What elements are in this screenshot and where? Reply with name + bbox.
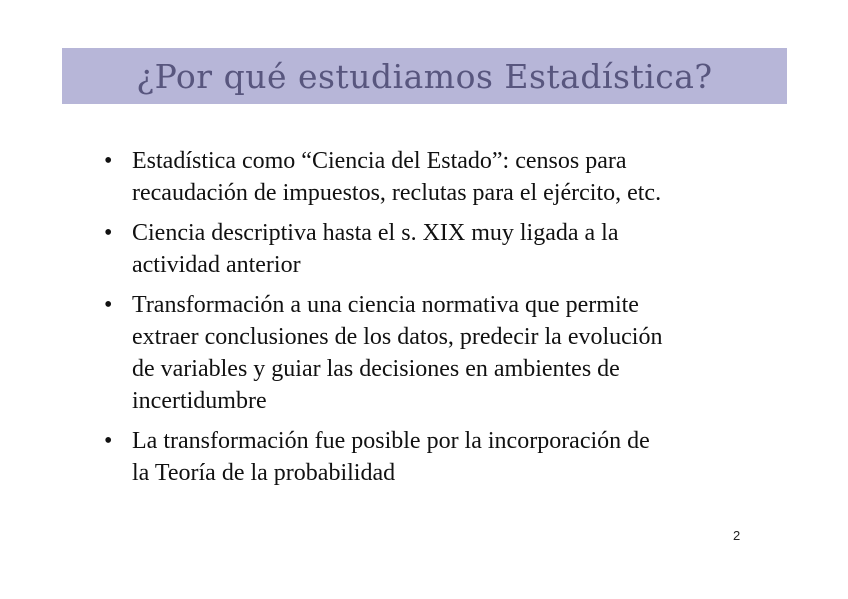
bullet-text [132, 217, 619, 281]
bullet-item [104, 217, 764, 281]
bullet-dot-icon: • [104, 292, 113, 318]
bullet-line: actividad anterior [132, 252, 301, 278]
bullet-line: Estadística como “Ciencia del Estado”: censos para [132, 148, 627, 174]
bullet-line: incertidumbre [132, 388, 267, 414]
bullet-item [104, 289, 764, 417]
title-band [62, 48, 787, 104]
bullet-dot-icon: • [104, 220, 113, 246]
bullet-line: Ciencia descriptiva hasta el s. XIX muy ligada a la [132, 220, 619, 246]
bullet-list [104, 145, 764, 497]
page-number: 2 [733, 528, 741, 543]
bullet-item [104, 145, 764, 209]
bullet-line: extraer conclusiones de los datos, predecir la evolución [132, 324, 663, 350]
bullet-text [132, 145, 661, 209]
bullet-line: La transformación fue posible por la incorporación de [132, 428, 650, 454]
bullet-line: de variables y guiar las decisiones en ambientes de [132, 356, 620, 382]
bullet-line: recaudación de impuestos, reclutas para el ejército, etc. [132, 180, 662, 206]
bullet-dot-icon: • [104, 148, 113, 174]
slide-title: ¿Por qué estudiamos Estadística? [136, 56, 713, 96]
bullet-line: Transformación a una ciencia normativa que permite [132, 292, 639, 318]
bullet-text [132, 425, 650, 489]
bullet-text [132, 289, 662, 417]
bullet-item [104, 425, 764, 489]
bullet-dot-icon: • [104, 428, 113, 454]
bullet-line: la Teoría de la probabilidad [132, 460, 396, 486]
